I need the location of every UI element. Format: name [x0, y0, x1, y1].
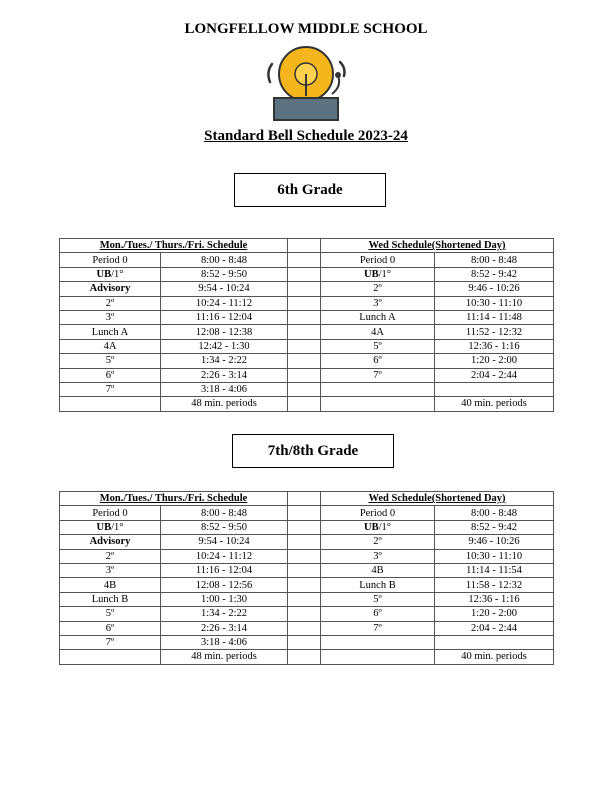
wed-period-cell — [321, 650, 435, 664]
regular-period-cell — [60, 650, 161, 664]
wed-time-cell: 8:00 - 8:48 — [435, 506, 554, 520]
regular-time-cell: 8:00 - 8:48 — [161, 506, 288, 520]
wed-schedule-header: Wed Schedule(Shortened Day) — [321, 492, 554, 506]
spacer-cell — [288, 368, 321, 382]
spacer-cell — [288, 267, 321, 281]
regular-schedule-header: Mon./Tues./ Thurs./Fri. Schedule — [60, 492, 288, 506]
spacer-cell — [288, 310, 321, 324]
regular-time-cell: 8:00 - 8:48 — [161, 253, 288, 267]
table-row — [60, 607, 554, 621]
regular-period-cell — [60, 368, 161, 382]
regular-period-cell — [60, 267, 161, 281]
period-label: 2º — [105, 550, 115, 562]
period-label: 7º — [373, 622, 382, 634]
period-label: 5º — [105, 608, 115, 620]
period-label: 3º — [105, 312, 115, 324]
bell-icon — [262, 42, 352, 124]
regular-period-cell — [60, 506, 161, 520]
wed-time-cell: 10:30 - 11:10 — [435, 549, 554, 563]
table-row — [60, 506, 554, 520]
wed-time-cell: 1:20 - 2:00 — [435, 354, 554, 368]
period-label: /1° — [111, 521, 124, 533]
period-label-bold: Advisory — [89, 536, 131, 548]
period-label: 6º — [373, 608, 382, 620]
table-row — [60, 397, 554, 411]
wed-time-cell: 1:20 - 2:00 — [435, 607, 554, 621]
regular-period-cell — [60, 325, 161, 339]
period-label: Lunch A — [91, 326, 129, 338]
period-label: Lunch B — [91, 593, 129, 605]
regular-period-cell — [60, 253, 161, 267]
regular-time-cell: 11:16 - 12:04 — [161, 563, 288, 577]
regular-time-cell: 12:42 - 1:30 — [161, 339, 288, 353]
grade-heading-6th: 6th Grade — [234, 173, 386, 207]
period-label-bold: UB — [364, 521, 379, 533]
spacer-cell — [288, 563, 321, 577]
wed-period-cell — [321, 325, 435, 339]
spacer-cell — [288, 253, 321, 267]
table-row — [60, 267, 554, 281]
period-label: 7º — [373, 369, 382, 381]
period-label: 4A — [371, 326, 384, 338]
wed-period-cell — [321, 607, 435, 621]
grade-heading-7th-8th: 7th/8th Grade — [232, 434, 394, 468]
wed-period-cell — [321, 354, 435, 368]
regular-time-cell: 1:34 - 2:22 — [161, 354, 288, 368]
spacer-cell — [288, 492, 321, 506]
regular-period-cell — [60, 310, 161, 324]
regular-time-cell: 8:52 - 9:50 — [161, 520, 288, 534]
spacer-cell — [288, 506, 321, 520]
period-label: 5º — [373, 340, 382, 352]
table-row — [60, 339, 554, 353]
wed-time-cell: 11:52 - 12:32 — [435, 325, 554, 339]
regular-time-cell: 10:24 - 11:12 — [161, 296, 288, 310]
wed-period-cell — [321, 267, 435, 281]
table-row — [60, 253, 554, 267]
table-row — [60, 563, 554, 577]
period-label: Period 0 — [359, 507, 396, 519]
spacer-cell — [288, 325, 321, 339]
regular-time-cell: 12:08 - 12:38 — [161, 325, 288, 339]
wed-time-cell: 11:14 - 11:48 — [435, 310, 554, 324]
regular-period-cell — [60, 282, 161, 296]
wed-time-cell: 10:30 - 11:10 — [435, 296, 554, 310]
period-label: 5º — [105, 355, 115, 367]
regular-period-cell — [60, 621, 161, 635]
wed-period-cell — [321, 339, 435, 353]
regular-period-cell — [60, 549, 161, 563]
wed-period-cell — [321, 535, 435, 549]
spacer-cell — [288, 621, 321, 635]
spacer-cell — [288, 650, 321, 664]
wed-time-cell — [435, 635, 554, 649]
wed-schedule-header: Wed Schedule(Shortened Day) — [321, 239, 554, 253]
table-row — [60, 325, 554, 339]
period-label: 6º — [105, 369, 115, 381]
wed-period-cell — [321, 635, 435, 649]
table-row — [60, 296, 554, 310]
period-label: Lunch A — [359, 312, 396, 324]
wed-time-cell: 9:46 - 10:26 — [435, 282, 554, 296]
table-header-row — [60, 239, 554, 253]
schedule-title: Standard Bell Schedule 2023-24 — [204, 128, 408, 144]
spacer-cell — [288, 397, 321, 411]
spacer-cell — [288, 592, 321, 606]
regular-period-cell — [60, 592, 161, 606]
wed-time-cell: 12:36 - 1:16 — [435, 592, 554, 606]
wed-time-cell: 40 min. periods — [435, 650, 554, 664]
table-row — [60, 535, 554, 549]
regular-time-cell: 48 min. periods — [161, 397, 288, 411]
wed-time-cell: 9:46 - 10:26 — [435, 535, 554, 549]
period-label: /1° — [378, 521, 391, 533]
wed-period-cell — [321, 621, 435, 635]
period-label: 4A — [103, 340, 117, 352]
period-label: 6º — [105, 622, 115, 634]
regular-period-cell — [60, 607, 161, 621]
schedule-table-7th-8th — [59, 491, 554, 665]
table-row — [60, 368, 554, 382]
regular-period-cell — [60, 397, 161, 411]
table-row — [60, 549, 554, 563]
period-label: 3º — [105, 565, 115, 577]
wed-time-cell: 12:36 - 1:16 — [435, 339, 554, 353]
period-label: 3º — [373, 297, 382, 309]
regular-time-cell: 48 min. periods — [161, 650, 288, 664]
regular-time-cell: 12:08 - 12:56 — [161, 578, 288, 592]
table-row — [60, 354, 554, 368]
period-label: 3º — [373, 550, 382, 562]
wed-time-cell: 40 min. periods — [435, 397, 554, 411]
spacer-cell — [288, 382, 321, 396]
spacer-cell — [288, 339, 321, 353]
regular-time-cell: 9:54 - 10:24 — [161, 535, 288, 549]
wed-time-cell: 11:58 - 12:32 — [435, 578, 554, 592]
table-row — [60, 635, 554, 649]
wed-time-cell: 11:14 - 11:54 — [435, 563, 554, 577]
period-label: Period 0 — [92, 254, 128, 266]
wed-period-cell — [321, 368, 435, 382]
wed-time-cell: 8:00 - 8:48 — [435, 253, 554, 267]
wed-time-cell: 8:52 - 9:42 — [435, 267, 554, 281]
period-label: 2º — [373, 536, 382, 548]
period-label: 7º — [105, 637, 115, 649]
spacer-cell — [288, 239, 321, 253]
wed-period-cell — [321, 382, 435, 396]
wed-time-cell — [435, 382, 554, 396]
regular-period-cell — [60, 635, 161, 649]
spacer-cell — [288, 520, 321, 534]
period-label: 7º — [105, 384, 115, 396]
wed-period-cell — [321, 397, 435, 411]
spacer-cell — [288, 282, 321, 296]
wed-time-cell: 2:04 - 2:44 — [435, 368, 554, 382]
period-label: Period 0 — [92, 507, 128, 519]
period-label-bold: Advisory — [89, 283, 131, 295]
spacer-cell — [288, 535, 321, 549]
period-label: 4B — [103, 579, 117, 591]
regular-schedule-header: Mon./Tues./ Thurs./Fri. Schedule — [60, 239, 288, 253]
wed-time-cell: 8:52 - 9:42 — [435, 520, 554, 534]
regular-period-cell — [60, 578, 161, 592]
period-label-bold: UB — [96, 268, 112, 280]
spacer-cell — [288, 549, 321, 563]
wed-period-cell — [321, 578, 435, 592]
table-header-row — [60, 492, 554, 506]
wed-period-cell — [321, 296, 435, 310]
wed-period-cell — [321, 563, 435, 577]
regular-time-cell: 1:34 - 2:22 — [161, 607, 288, 621]
period-label: 5º — [373, 593, 382, 605]
spacer-cell — [288, 635, 321, 649]
regular-period-cell — [60, 563, 161, 577]
period-label-bold: UB — [364, 268, 379, 280]
table-row — [60, 578, 554, 592]
period-label-bold: UB — [96, 521, 112, 533]
spacer-cell — [288, 354, 321, 368]
spacer-cell — [288, 607, 321, 621]
period-label: /1° — [378, 268, 391, 280]
regular-period-cell — [60, 520, 161, 534]
regular-time-cell: 2:26 - 3:14 — [161, 621, 288, 635]
regular-time-cell: 11:16 - 12:04 — [161, 310, 288, 324]
table-row — [60, 520, 554, 534]
table-row — [60, 592, 554, 606]
regular-time-cell: 3:18 - 4:06 — [161, 635, 288, 649]
regular-period-cell — [60, 382, 161, 396]
regular-time-cell: 3:18 - 4:06 — [161, 382, 288, 396]
period-label: /1° — [111, 268, 124, 280]
period-label: 4B — [371, 565, 384, 577]
table-row — [60, 282, 554, 296]
wed-period-cell — [321, 310, 435, 324]
regular-period-cell — [60, 339, 161, 353]
table-row — [60, 382, 554, 396]
regular-period-cell — [60, 535, 161, 549]
regular-time-cell: 8:52 - 9:50 — [161, 267, 288, 281]
wed-period-cell — [321, 253, 435, 267]
schedule-table-6th — [59, 238, 554, 412]
period-label: Period 0 — [359, 254, 396, 266]
school-name: LONGFELLOW MIDDLE SCHOOL — [184, 21, 428, 37]
spacer-cell — [288, 296, 321, 310]
table-row — [60, 621, 554, 635]
wed-period-cell — [321, 592, 435, 606]
period-label: 2º — [105, 297, 115, 309]
period-label: 2º — [373, 283, 382, 295]
regular-time-cell: 10:24 - 11:12 — [161, 549, 288, 563]
wed-period-cell — [321, 549, 435, 563]
wed-period-cell — [321, 520, 435, 534]
regular-period-cell — [60, 354, 161, 368]
regular-time-cell: 9:54 - 10:24 — [161, 282, 288, 296]
wed-time-cell: 2:04 - 2:44 — [435, 621, 554, 635]
spacer-cell — [288, 578, 321, 592]
regular-time-cell: 2:26 - 3:14 — [161, 368, 288, 382]
period-label: 6º — [373, 355, 382, 367]
wed-period-cell — [321, 282, 435, 296]
regular-period-cell — [60, 296, 161, 310]
period-label: Lunch B — [359, 579, 396, 591]
table-row — [60, 310, 554, 324]
wed-period-cell — [321, 506, 435, 520]
regular-time-cell: 1:00 - 1:30 — [161, 592, 288, 606]
table-row — [60, 650, 554, 664]
